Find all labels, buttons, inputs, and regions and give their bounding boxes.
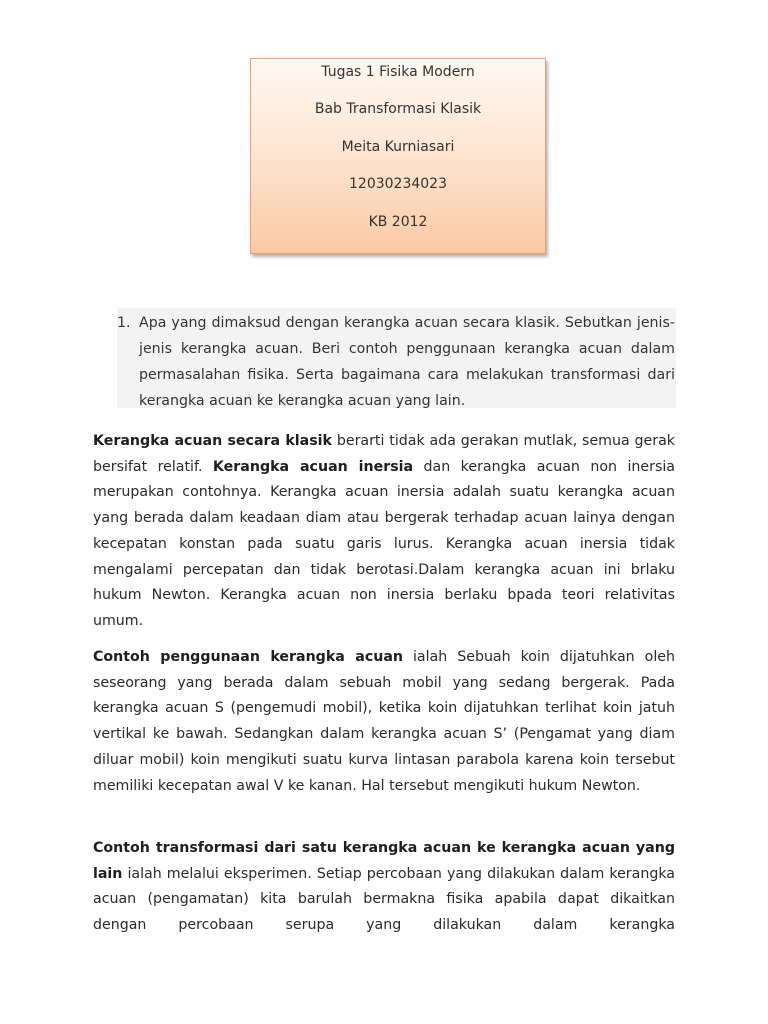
author-name: Meita Kurniasari bbox=[341, 139, 455, 155]
bold-term: Contoh transformasi dari satu kerangka acuan ke kerangka acuan yang lain bbox=[93, 840, 675, 882]
question-number: 1. bbox=[117, 315, 131, 331]
paragraph-text: ialah Sebuah koin dijatuhkan oleh seseorang yang berada dalam sebuah mobil yang sedang bergerak. Pada kerangka acuan S (pengemudi mobil), ketika koin dijatuhkan terlihat koin jatuh vertikal ke bawah. Sedangkan dalam kerangka acuan S’ (Pengamat yang diam diluar mobil) koin mengikuti suatu kurva lintasan parabola karena koin tersebut memiliki kecepatan awal V ke kanan. Hal tersebut mengikuti hukum Newton. bbox=[93, 649, 675, 794]
student-id: 12030234023 bbox=[349, 176, 447, 192]
class-label: KB 2012 bbox=[368, 214, 428, 230]
paragraph-text: dan kerangka acuan non inersia merupakan contohnya. Kerangka acuan inersia adalah suatu kerangka acuan yang berada dalam keadaan diam atau bergerak terhadap acuan lainya dengan kecepatan konstan pada suatu garis lurus. Kerangka acuan inersia tidak mengalami percepatan dan tidak berotasi.Dalam kerangka acuan ini brlaku hukum Newton. Kerangka acuan non inersia berlaku bpada teori relativitas umum. bbox=[93, 458, 675, 629]
title-box bbox=[250, 58, 546, 254]
question-text: Apa yang dimaksud dengan kerangka acuan secara klasik. Sebutkan jenis-jenis kerangka acuan. Beri contoh penggunaan kerangka acuan dalam permasalahan fisika. Serta bagaimana cara melakukan transformasi dari kerangka acuan ke kerangka acuan yang lain. bbox=[139, 315, 675, 409]
chapter-title: Bab Transformasi Klasik bbox=[314, 101, 482, 117]
paragraph-text: berarti tidak ada gerakan mutlak, semua gerak bersifat relatif. bbox=[93, 433, 675, 475]
bold-term: Contoh penggunaan kerangka acuan bbox=[93, 649, 403, 665]
paragraph-example-transformation bbox=[93, 836, 675, 939]
bold-term: Kerangka acuan secara klasik bbox=[93, 433, 332, 449]
bold-term: Kerangka acuan inersia bbox=[212, 458, 414, 475]
paragraph-text: ialah melalui eksperimen. Setiap percobaan yang dilakukan dalam kerangka acuan (pengamatan) kita barulah bermakna fisika apabila dapat dikaitkan dengan percobaan serupa yang dilakukan dalam kerangka bbox=[93, 865, 675, 934]
question-item bbox=[117, 308, 676, 408]
assignment-title: Tugas 1 Fisika Modern bbox=[321, 64, 475, 80]
paragraph-example-usage bbox=[93, 645, 675, 799]
paragraph-frames-of-reference bbox=[93, 429, 675, 635]
